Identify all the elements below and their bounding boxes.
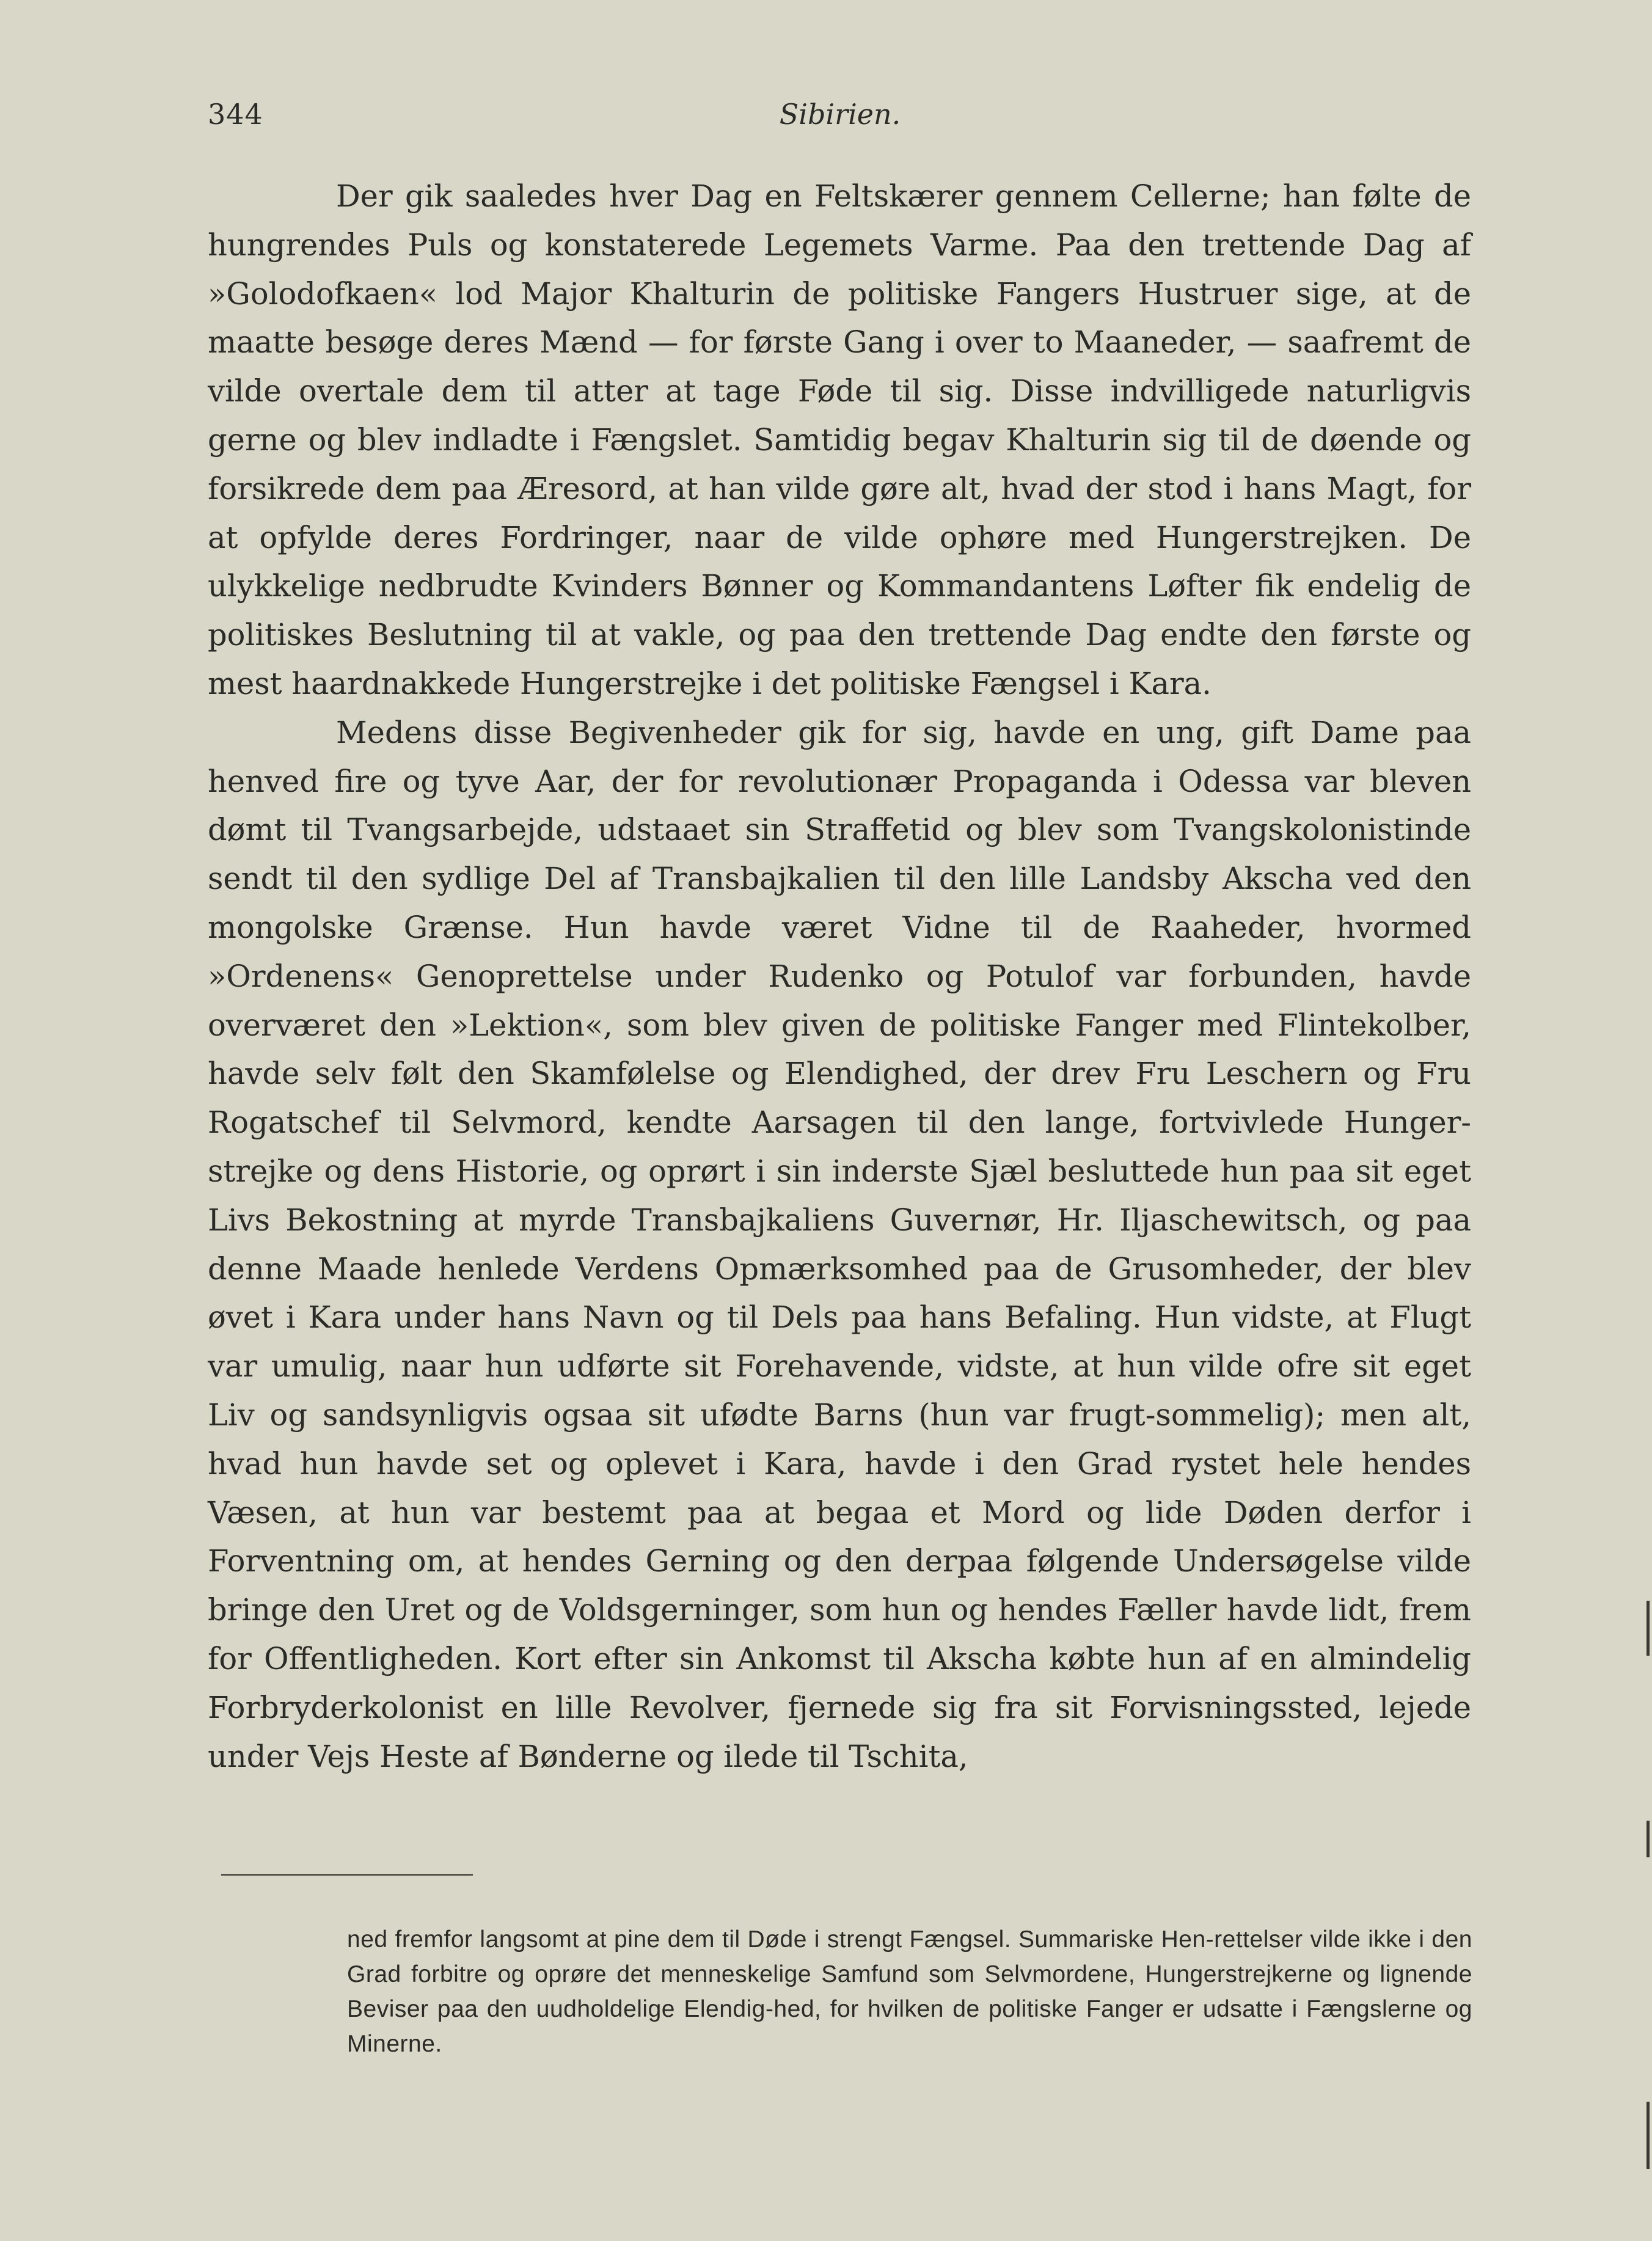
- page-header: [208, 98, 1466, 141]
- footnote-text: ned fremfor langsomt at pine dem til Døde i strengt Fængsel. Summariske Hen-rettelser vilde ikke i den Grad forbitre og oprøre det menneskelige Samfund som Selvmordene, Hungerstrejkerne og lignende Beviser paa den uudholdelige Elendig-hed, for hvilken de politiske Fanger er udsatte i Fængslerne og Minerne.: [347, 1926, 1472, 2057]
- page-edge-mark: [1647, 1821, 1650, 1857]
- running-title: Sibirien.: [779, 98, 901, 131]
- footnote: [347, 1922, 1472, 2061]
- page-edge-mark: [1647, 2102, 1650, 2169]
- main-text: [208, 172, 1471, 1781]
- footnote-separator: [221, 1874, 473, 1876]
- paragraph-1: Der gik saaledes hver Dag en Feltskærer gennem Cellerne; han følte de hungrendes Puls og konstaterede Legemets Varme. Paa den trettende Dag af »Golodofkaen« lod Major Khalturin de politiske Fangers Hustruer sige, at de maatte besøge deres Mænd — for første Gang i over to Maaneder, — saafremt de vilde overtale dem til atter at tage Føde til sig. Disse indvilligede naturligvis gerne og blev indladte i Fængslet. Samtidig begav Khalturin sig til de døende og forsikrede dem paa Æresord, at han vilde gøre alt, hvad der stod i hans Magt, for at opfylde deres Fordringer, naar de vilde ophøre med Hungerstrejken. De ulykkelige nedbrudte Kvinders Bønner og Kommandantens Løfter fik endelig de politiskes Beslutning til at vakle, og paa den trettende Dag endte den første og mest haardnakkede Hungerstrejke i det politiske Fængsel i Kara.: [208, 178, 1471, 701]
- paragraph-2: Medens disse Begivenheder gik for sig, havde en ung, gift Dame paa henved fire og tyve Aar, der for revolutionær Propaganda i Odessa var bleven dømt til Tvangsarbejde, udstaaet sin Straffetid og blev som Tvangskolonistinde sendt til den sydlige Del af Transbajkalien til den lille Landsby Akscha ved den mongolske Grænse. Hun havde været Vidne til de Raaheder, hvormed »Ordenens« Genoprettelse under Rudenko og Potulof var forbunden, havde overværet den »Lektion«, som blev given de politiske Fanger med Flintekolber, havde selv følt den Skamfølelse og Elendighed, der drev Fru Leschern og Fru Rogatschef til Selvmord, kendte Aarsagen til den lange, fortvivlede Hunger-strejke og dens Historie, og oprørt i sin inderste Sjæl besluttede hun paa sit eget Livs Bekostning at myrde Transbajkaliens Guvernør, Hr. Iljaschewitsch, og paa denne Maade henlede Verdens Opmærksomhed paa de Grusomheder, der blev øvet i Kara under hans Navn og til Dels paa hans Befaling. Hun vidste, at Flugt var umulig, naar hun udførte sit Forehavende, vidste, at hun vilde ofre sit eget Liv og sandsynligvis ogsaa sit ufødte Barns (hun var frugt-sommelig); men alt, hvad hun havde set og oplevet i Kara, havde i den Grad rystet hele hendes Væsen, at hun var bestemt paa at begaa et Mord og lide Døden derfor i Forventning om, at hendes Gerning og den derpaa følgende Undersøgelse vilde bringe den Uret og de Voldsgerninger, som hun og hendes Fæller havde lidt, frem for Offentligheden. Kort efter sin Ankomst til Akscha købte hun af en almindelig Forbryderkolonist en lille Revolver, fjernede sig fra sit Forvisningssted, lejede under Vejs Heste af Bønderne og ilede til Tschita,: [208, 714, 1471, 1774]
- page-edge-mark: [1647, 1601, 1650, 1656]
- page-number: 344: [208, 98, 263, 131]
